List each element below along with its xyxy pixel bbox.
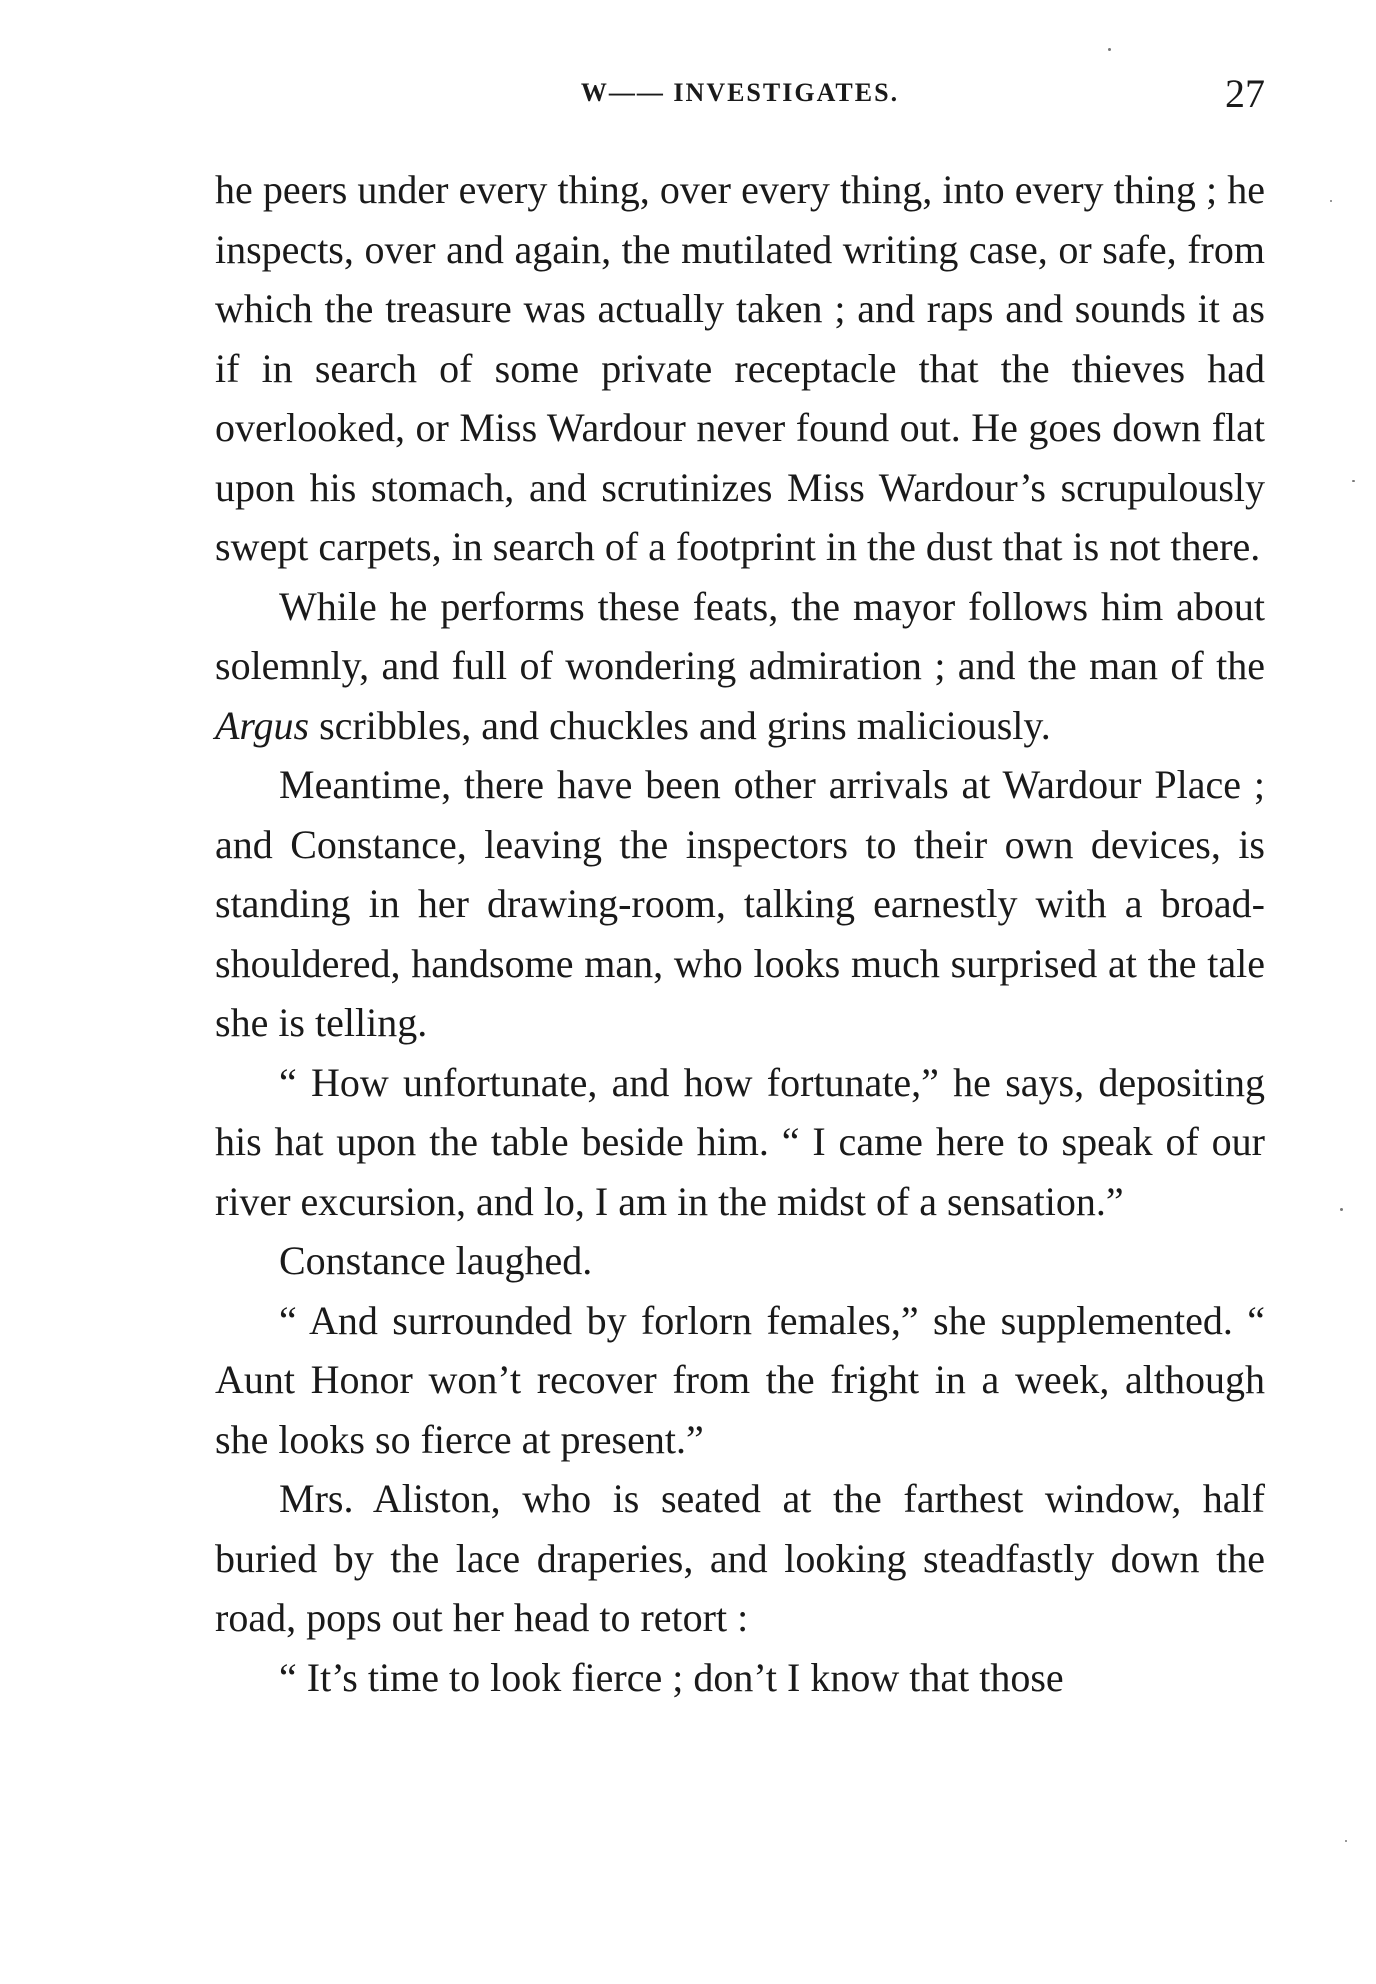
chapter-running-title: W—— INVESTIGATES. (580, 78, 900, 107)
paper-speck (1352, 480, 1355, 482)
paragraph-feats (215, 577, 1265, 756)
newspaper-title-argus: Argus (215, 702, 310, 748)
paper-speck (1108, 48, 1111, 51)
paper-speck (1345, 1840, 1347, 1842)
paragraph-time-to-look-fierce: “ It’s time to look fierce ; don’t I know that those (279, 1654, 1064, 1700)
paper-speck (1340, 1208, 1343, 1211)
paragraph-constance-laughed: Constance laughed. (279, 1238, 593, 1283)
page-number: 27 (1225, 71, 1265, 116)
running-head (215, 70, 1265, 120)
paragraph-how-unfortunate: “ How unfortunate, and how fortunate,” he says, depositing his hat upon the table beside him. “ I came here to speak of our river excursion, and lo, I am in the midst of a sensation.” (215, 1059, 1265, 1224)
paragraph-mrs-aliston: Mrs. Aliston, who is seated at the farthest window, half buried by the lace draperies, and looking steadfastly down the road, pops out her head to retort : (215, 1476, 1265, 1640)
paragraph-forlorn-females: “ And surrounded by forlorn females,” she supplemented. “ Aunt Honor won’t recover from the fright in a week, although she looks so fierce at present.” (215, 1297, 1265, 1462)
paragraph-meantime: Meantime, there have been other arrivals at Wardour Place ; and Constance, leaving the inspectors to their own devices, is standing in her drawing-room, talking earnestly with a broad-shouldered, handsome man, who looks much surprised at the tale she is telling. (215, 762, 1265, 1045)
paragraph-continued: he peers under every thing, over every thing, into every thing ; he inspects, over and again, the mutilated writing case, or safe, from which the treasure was actually taken ; and raps and sounds it as if in search of some private receptacle that the thieves had overlooked, or Miss Wardour never found out. He goes down flat upon his stomach, and scrutinizes Miss Wardour’s scrupulously swept carpets, in search of a footprint in the dust that is not there. (215, 167, 1265, 569)
body-text (215, 160, 1265, 1707)
paper-speck (1330, 200, 1332, 202)
paragraph-feats-text: While he performs these feats, the mayor follows him about solemnly, and full of wondering admiration ; and the man of the (215, 583, 1265, 688)
paragraph-feats-text-end: scribbles, and chuckles and grins maliciously. (309, 702, 1051, 748)
